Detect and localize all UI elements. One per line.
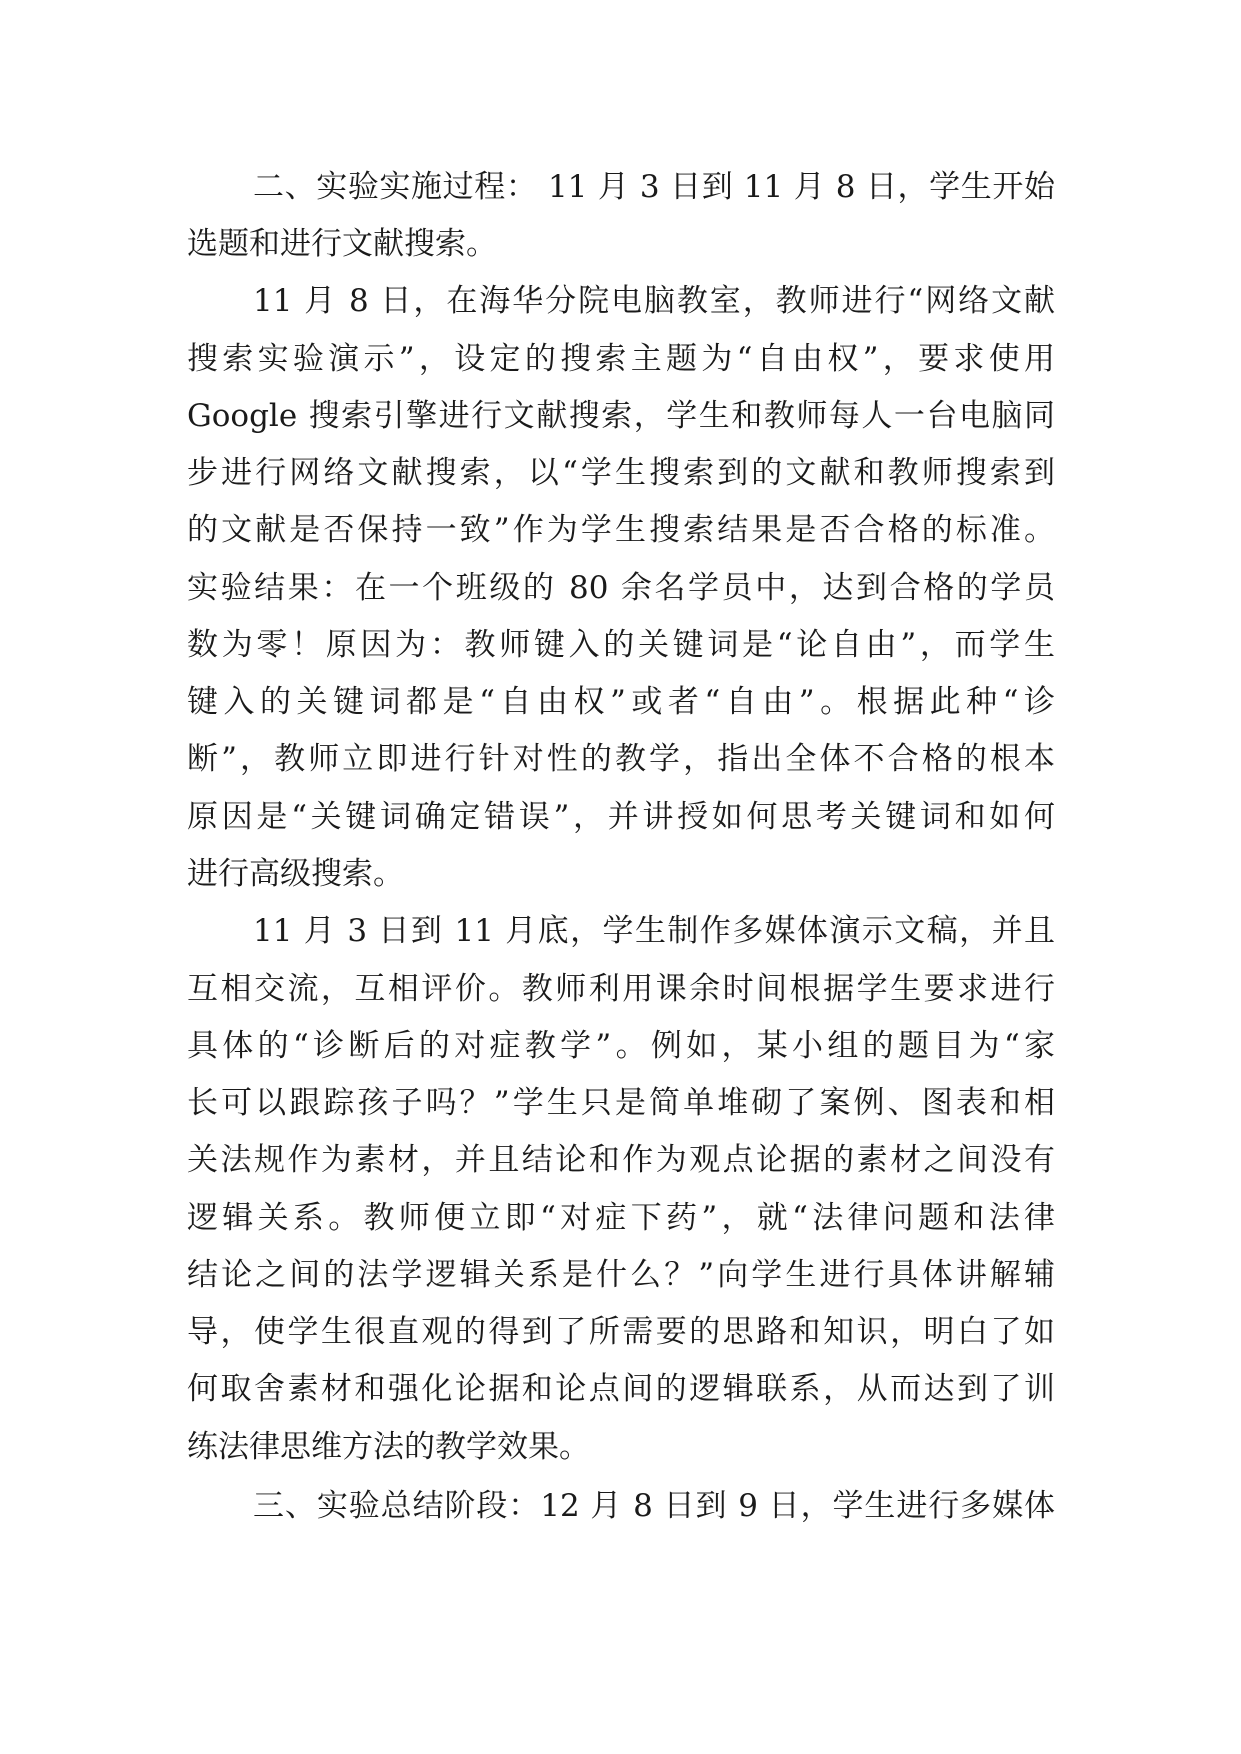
text-line: 选题和进行文献搜索。 <box>187 226 497 262</box>
text-line: 具体的“诊断后的对症教学”。例如，某小组的题目为“家 <box>187 1028 1055 1064</box>
text-line: 数为零！原因为：教师键入的关键词是“论自由”，而学生 <box>187 627 1055 663</box>
text-line: Google 搜索引擎进行文献搜索，学生和教师每人一台电脑同 <box>187 398 1055 434</box>
text-line: 断”，教师立即进行针对性的教学，指出全体不合格的根本 <box>187 741 1055 777</box>
text-line: 原因是“关键词确定错误”，并讲授如何思考关键词和如何 <box>187 799 1055 835</box>
text-line: 键入的关键词都是“自由权”或者“自由”。根据此种“诊 <box>187 684 1055 720</box>
text-line: 二、实验实施过程： 11 月 3 日到 11 月 8 日，学生开始 <box>253 169 1055 205</box>
text-line: 互相交流，互相评价。教师利用课余时间根据学生要求进行 <box>187 971 1055 1007</box>
text-line: 练法律思维方法的教学效果。 <box>187 1429 590 1465</box>
text-line: 搜索实验演示”，设定的搜索主题为“自由权”，要求使用 <box>187 341 1055 377</box>
text-line: 11 月 3 日到 11 月底，学生制作多媒体演示文稿，并且 <box>253 913 1055 949</box>
text-line: 关法规作为素材，并且结论和作为观点论据的素材之间没有 <box>187 1142 1055 1178</box>
text-line: 导，使学生很直观的得到了所需要的思路和知识，明白了如 <box>187 1314 1055 1350</box>
text-line: 步进行网络文献搜索，以“学生搜索到的文献和教师搜索到 <box>187 455 1055 491</box>
text-line: 实验结果：在一个班级的 80 余名学员中，达到合格的学员 <box>187 570 1055 606</box>
text-line: 逻辑关系。教师便立即“对症下药”，就“法律问题和法律 <box>187 1200 1055 1236</box>
text-line: 进行高级搜索。 <box>187 856 404 892</box>
text-line: 的文献是否保持一致”作为学生搜索结果是否合格的标准。 <box>187 512 1055 548</box>
text-line: 何取舍素材和强化论据和论点间的逻辑联系，从而达到了训 <box>187 1371 1055 1407</box>
text-line: 长可以跟踪孩子吗？”学生只是简单堆砌了案例、图表和相 <box>187 1085 1055 1121</box>
text-line: 11 月 8 日，在海华分院电脑教室，教师进行“网络文献 <box>253 283 1055 319</box>
text-line: 三、实验总结阶段：12 月 8 日到 9 日，学生进行多媒体 <box>253 1488 1055 1524</box>
text-line: 结论之间的法学逻辑关系是什么？”向学生进行具体讲解辅 <box>187 1257 1055 1293</box>
